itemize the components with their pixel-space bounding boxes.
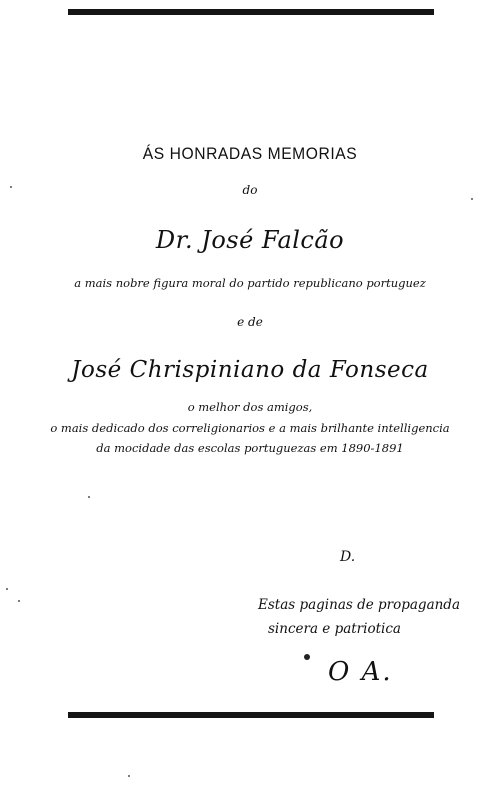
bottom-border-rule <box>68 712 434 718</box>
honoree-2-name: José Chrispiniano da Fonseca <box>71 357 429 383</box>
ink-mark-icon <box>303 653 311 661</box>
honoree-1-description: a mais nobre figura moral do partido republicano portuguez <box>74 276 426 290</box>
author-initials: O A. <box>328 657 393 687</box>
honoree-1-name: Dr. José Falcão <box>155 226 345 254</box>
top-border-rule <box>68 9 434 15</box>
connector-b: e de <box>237 315 263 329</box>
scan-speck <box>88 496 90 498</box>
scan-speck <box>128 775 130 777</box>
scan-speck <box>18 600 20 602</box>
connector-a: do <box>242 183 258 197</box>
dedication-line: Estas paginas de propaganda <box>258 597 460 613</box>
honoree-2-description-line: da mocidade das escolas portuguezas em 1890-1891 <box>96 441 404 455</box>
scan-speck <box>471 198 473 200</box>
dedication-line: sincera e patriotica <box>268 621 401 637</box>
honoree-2-description-line: o melhor dos amigos, <box>187 400 313 414</box>
scan-speck <box>6 588 8 590</box>
scan-speck <box>10 186 12 188</box>
dedication-verb: D. <box>340 549 356 565</box>
page-title: ÁS HONRADAS MEMORIAS <box>142 144 358 163</box>
honoree-2-description-line: o mais dedicado dos correligionarios e a mais brilhante intelligencia <box>50 421 450 435</box>
